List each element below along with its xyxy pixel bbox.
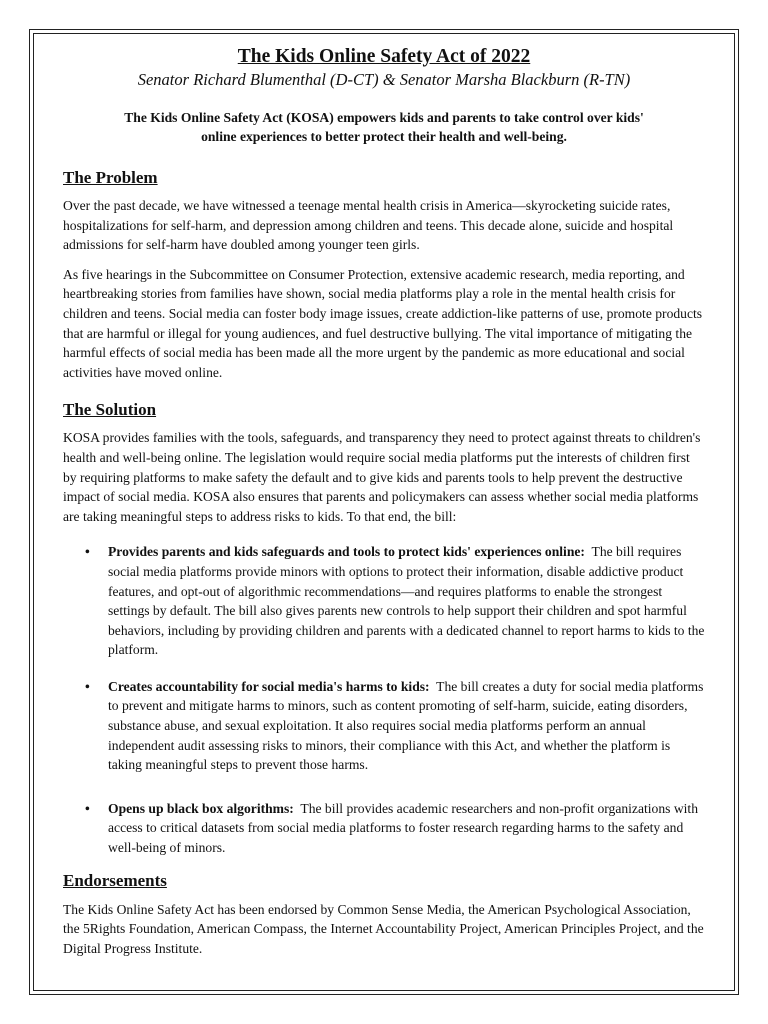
document-title: The Kids Online Safety Act of 2022 [237,46,531,67]
bullet-icon: • [85,544,90,560]
bullet-lead: Opens up black box algorithms: [108,800,294,816]
solution-heading: The Solution [63,400,157,420]
intro-line: The Kids Online Safety Act (KOSA) empowers kids and parents to take control over kids' [124,110,644,125]
solution-paragraph: KOSA provides families with the tools, safeguards, and transparency they need to protect against threats to children's health and well-being online. The legislation would require social media platforms put the interests of children first by requiring platforms to make safety the default and to give kids and parents tools to help prevent the destructive impact of social media. KOSA also ensures that parents and policymakers can assess whether social media platforms are taking meaningful steps to address risks to kids. To that end, the bill: [63,430,701,524]
solution-bullet [63,542,705,660]
bullet-text: The bill requires social media platforms provide minors with options to protect their information, disable addictive product features, and opt-out of algorithmic recommendations—and requires platforms to enable the strongest settings by default. The bill also gives parents new controls to help support their children and spot harmful behaviors, including by providing children and parents with a dedicated channel to report harms to kids to the platform. [108,544,705,658]
bullet-lead: Creates accountability for social media's harms to kids: [108,678,430,694]
problem-heading: The Problem [63,168,158,187]
bullet-text: The bill provides academic researchers and non-profit organizations with access to critical datasets from social media platforms to foster research regarding harms to the safety and well-being of minors. [108,800,698,856]
bullet-icon: • [85,800,90,816]
solution-bullet-list [63,542,705,857]
solution-bullet [63,677,705,775]
solution-bullet [63,799,705,858]
endorsements-heading: Endorsements [63,870,167,890]
bullet-lead: Provides parents and kids safeguards and tools to protect kids' experiences online: [108,544,585,560]
intro-statement [63,108,705,146]
intro-line: online experiences to better protect their health and well-being. [201,129,567,144]
document-sponsors: Senator Richard Blumenthal (D-CT) & Senator Marsha Blackburn (R-TN) [137,70,631,89]
endorsements-paragraph: The Kids Online Safety Act has been endorsed by Common Sense Media, the American Psychological Association, the 5Rights Foundation, American Compass, the Internet Accountability Project, American Principles Project, and the Digital Progress Institute. [63,901,704,956]
document-body [63,44,705,958]
bullet-text: The bill creates a duty for social media platforms to prevent and mitigate harms to minors, such as content promoting of self-harm, suicide, eating disorders, substance abuse, and sexual exploitation. It also requires social media platforms perform an annual independent audit assessing risks to minors, their compliance with this Act, and whether the platform is taking meaningful steps to prevent those harms. [108,678,704,773]
problem-paragraph: Over the past decade, we have witnessed a teenage mental health crisis in America—skyrocketing suicide rates, hospitalizations for self-harm, and depression among children and teens. This decade alone, suicide and hospital admissions for self-harm have doubled among younger teen girls. [63,198,674,253]
bullet-icon: • [85,678,90,694]
problem-paragraph: As five hearings in the Subcommittee on Consumer Protection, extensive academic research, media reporting, and heartbreaking stories from families have shown, social media platforms play a role in the mental health crisis for children and teens. Social media can foster body image issues, create addiction-like patterns of use, promote products that are harmful or illegal for young audiences, and fuel destructive bullying. The vital importance of mitigating the harmful effects of social media has been made all the more urgent by the pandemic as more educational and social activities have moved online. [63,266,703,380]
